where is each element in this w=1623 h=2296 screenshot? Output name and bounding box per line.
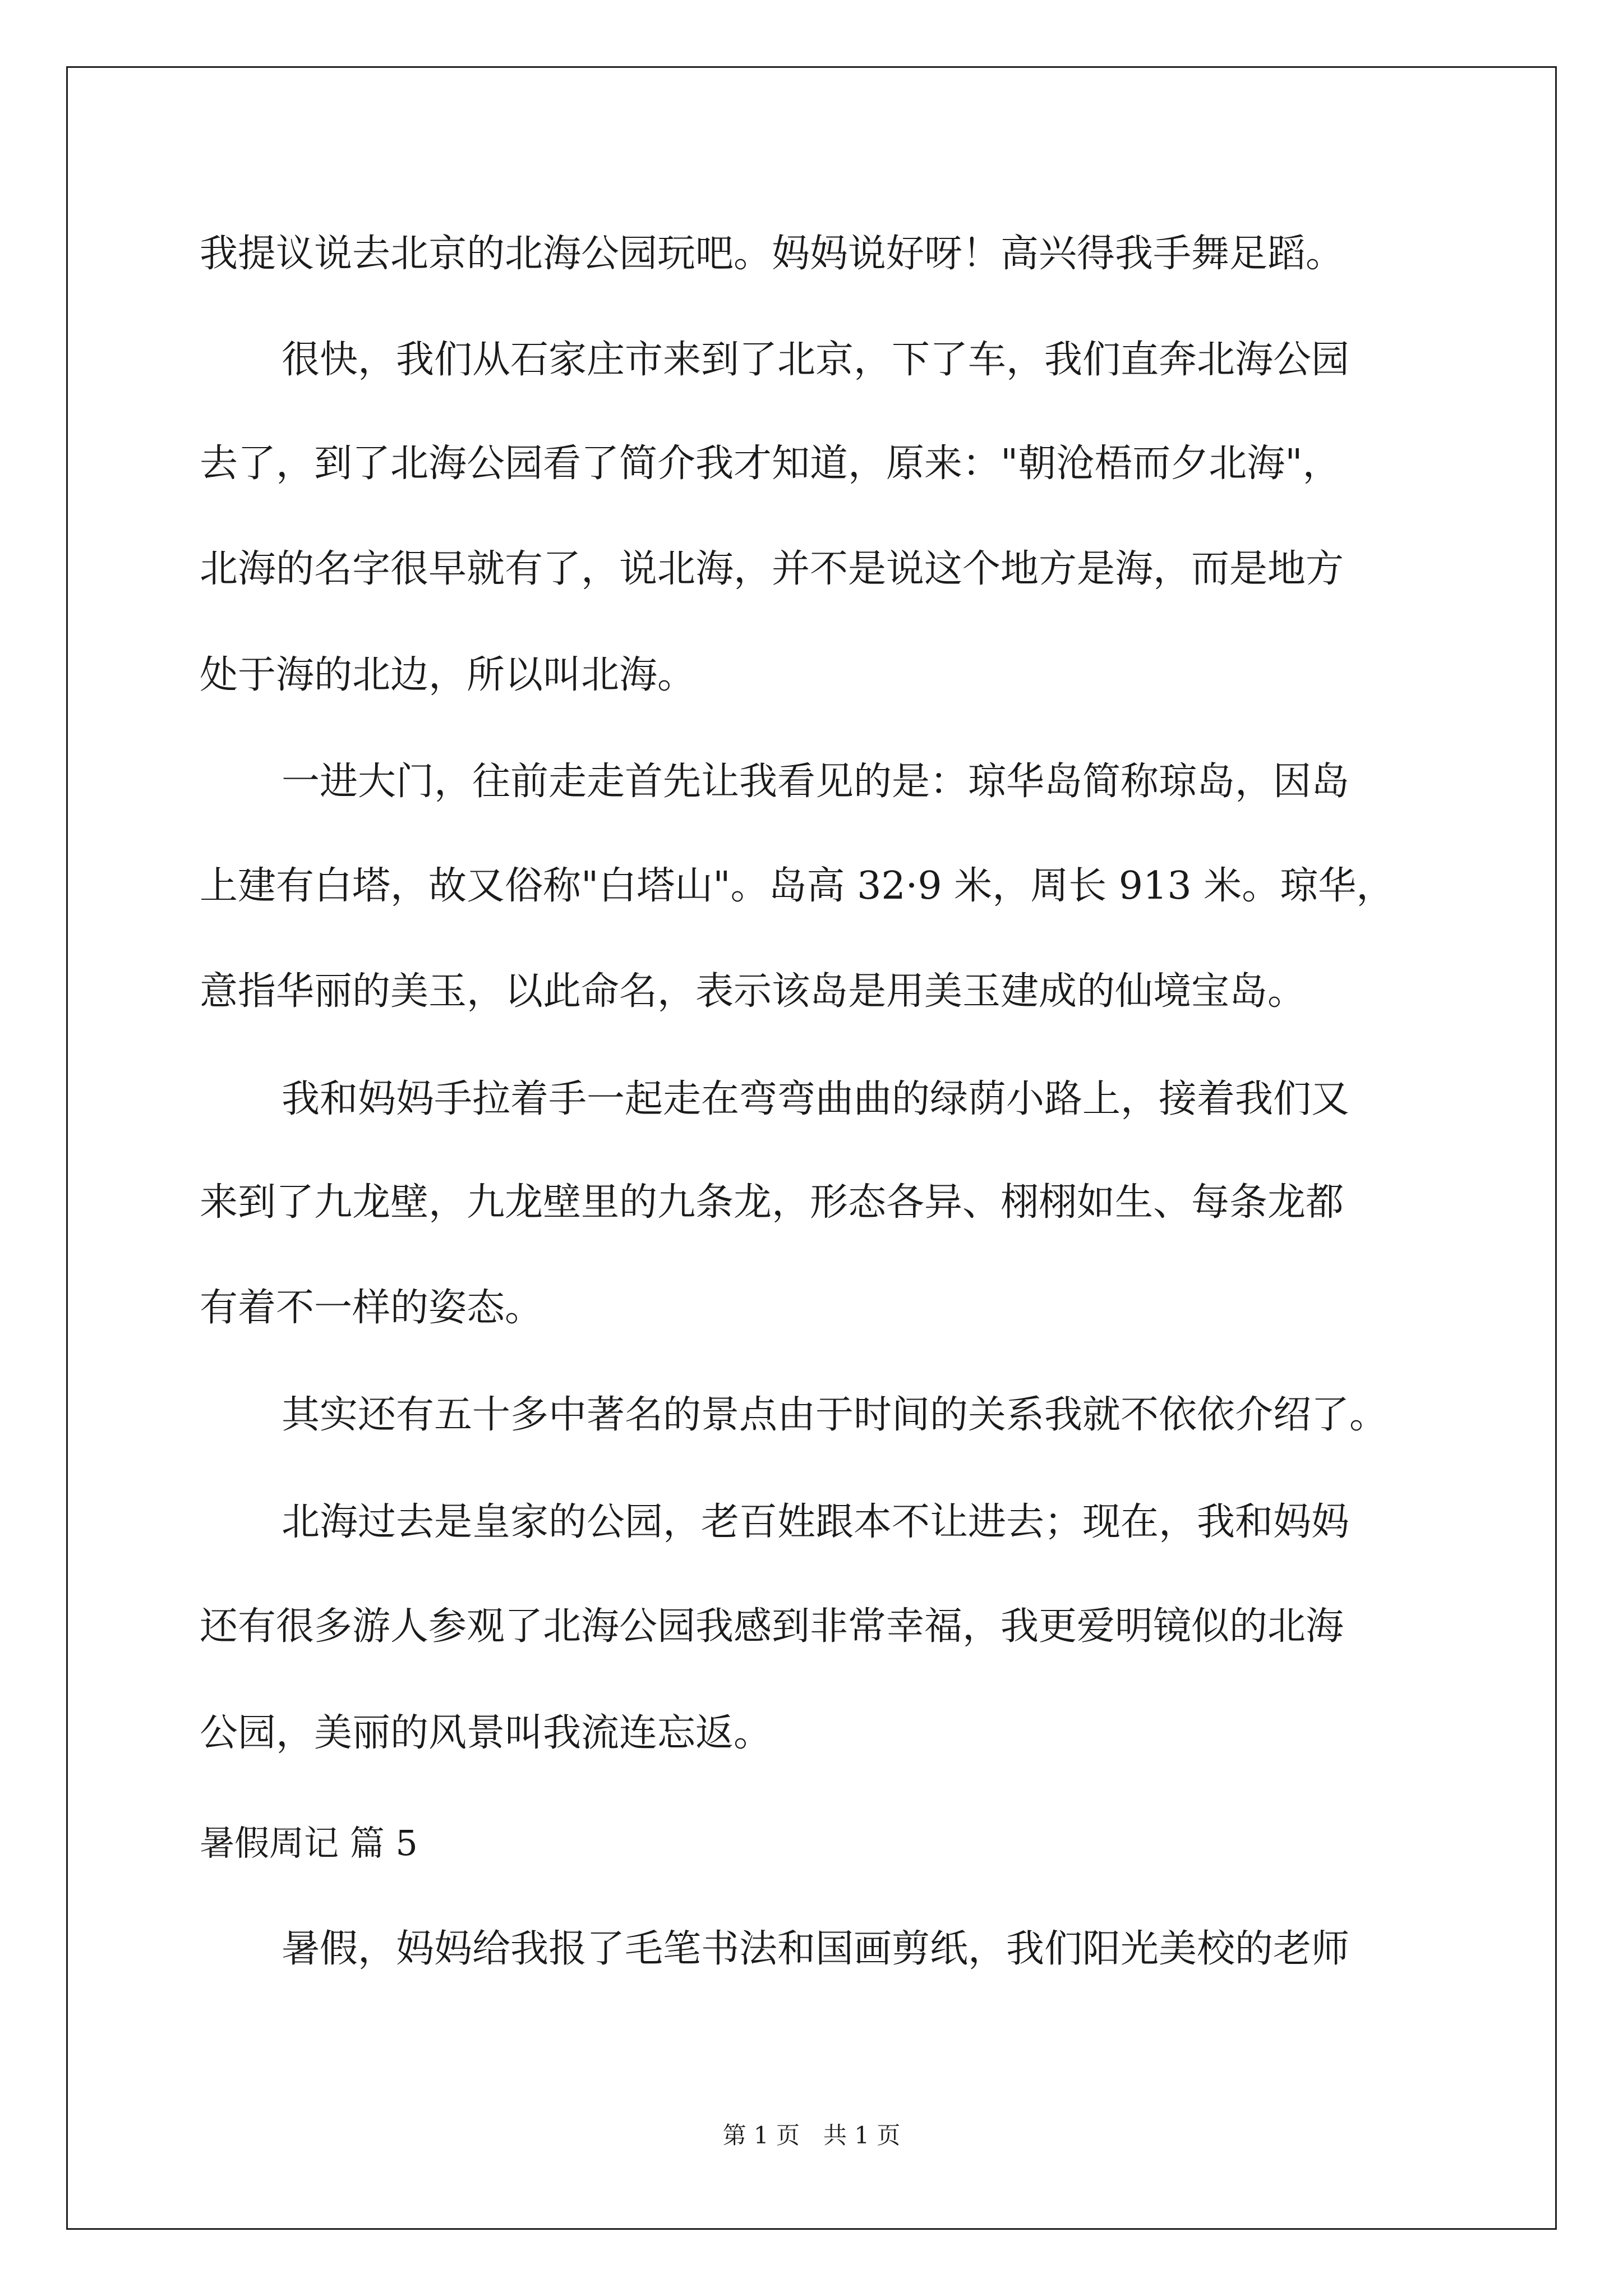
paragraph-line: 来到了九龙壁，九龙壁里的九条龙，形态各异、栩栩如生、每条龙都: [200, 1180, 1344, 1225]
page-border: [66, 66, 1557, 2230]
paragraph-line: 上建有白塔，故又俗称"白塔山"。岛高 32·9 米，周长 913 米。琼华，: [200, 864, 1395, 908]
paragraph-line: 北海过去是皇家的公园，老百姓跟本不让进去；现在，我和妈妈: [282, 1500, 1350, 1544]
section-heading: 暑假周记 篇 5: [200, 1823, 418, 1864]
paragraph-line: 处于海的北边，所以叫北海。: [200, 653, 696, 697]
paragraph-line: 我和妈妈手拉着手一起走在弯弯曲曲的绿荫小路上，接着我们又: [282, 1077, 1350, 1121]
paragraph-line: 意指华丽的美玉，以此命名，表示该岛是用美玉建成的仙境宝岛。: [200, 969, 1306, 1014]
paragraph-line: 北海的名字很早就有了，说北海，并不是说这个地方是海，而是地方: [200, 547, 1344, 591]
paragraph-line: 有着不一样的姿态。: [200, 1286, 543, 1330]
paragraph-line: 其实还有五十多中著名的景点由于时间的关系我就不依依介绍了。: [282, 1393, 1388, 1437]
paragraph-line: 暑假，妈妈给我报了毛笔书法和国画剪纸，我们阳光美校的老师: [282, 1927, 1350, 1971]
paragraph-line: 很快，我们从石家庄市来到了北京，下了车，我们直奔北海公园: [282, 338, 1350, 382]
paragraph-line: 还有很多游人参观了北海公园我感到非常幸福，我更爱明镜似的北海: [200, 1604, 1344, 1649]
page-number-footer: 第 1 页 共 1 页: [722, 2122, 901, 2149]
paragraph-line: 一进大门，往前走走首先让我看见的是：琼华岛简称琼岛，因岛: [282, 760, 1350, 804]
paragraph-line: 我提议说去北京的北海公园玩吧。妈妈说好呀！高兴得我手舞足蹈。: [200, 232, 1344, 276]
paragraph-line: 去了，到了北海公园看了简介我才知道，原来："朝沧梧而夕北海"，: [200, 441, 1341, 486]
paragraph-line: 公园，美丽的风景叫我流连忘返。: [200, 1711, 772, 1755]
